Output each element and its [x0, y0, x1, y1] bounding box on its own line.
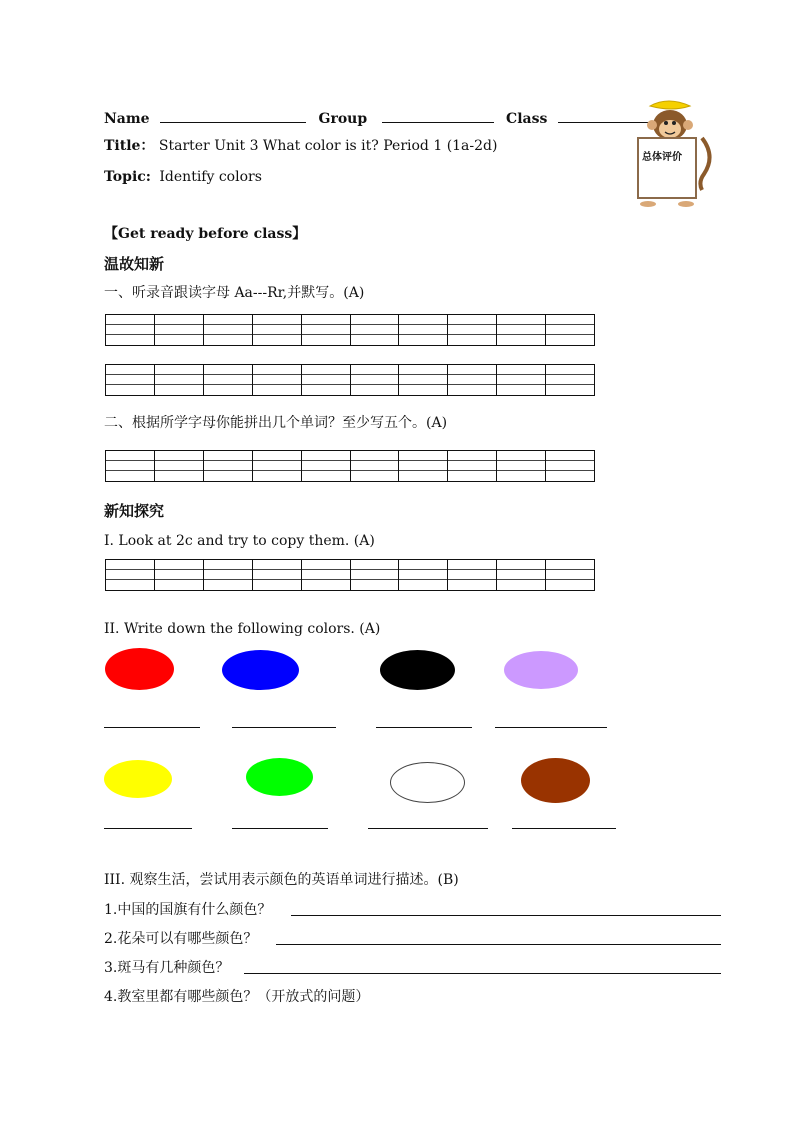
- title-row: [104, 137, 497, 155]
- answer-line[interactable]: [232, 727, 336, 728]
- question-2: 二、根据所学字母你能拼出几个单词？至少写五个。(A): [104, 415, 448, 431]
- color-oval-yellow: [104, 760, 172, 798]
- title-label: Title：: [104, 138, 155, 154]
- question-5-4: 4.教室里都有哪些颜色？（开放式的问题）: [104, 989, 370, 1005]
- prep-heading: 【Get ready before class】: [104, 226, 307, 242]
- topic-row: [104, 168, 262, 186]
- color-oval-purple: [504, 651, 578, 689]
- writing-grid[interactable]: [105, 450, 595, 482]
- color-oval-green: [246, 758, 313, 796]
- question-5: III. 观察生活，尝试用表示颜色的英语单词进行描述。(B): [104, 872, 459, 888]
- question-3: I. Look at 2c and try to copy them. (A): [104, 533, 375, 549]
- name-row: [104, 108, 654, 128]
- review-heading: 温故知新: [104, 255, 165, 273]
- evaluation-badge: [632, 98, 714, 210]
- explore-heading: 新知探究: [104, 502, 165, 520]
- question-1: 一、听录音跟读字母 Aa---Rr,并默写。(A): [104, 285, 365, 301]
- color-oval-brown: [521, 758, 590, 803]
- answer-line[interactable]: [368, 828, 488, 829]
- name-field[interactable]: [160, 108, 306, 123]
- group-field[interactable]: [382, 108, 494, 123]
- answer-line[interactable]: [232, 828, 328, 829]
- writing-grid[interactable]: [105, 559, 595, 591]
- question-5-3: 3.斑马有几种颜色？: [104, 960, 230, 976]
- writing-grid[interactable]: [105, 314, 595, 346]
- answer-line[interactable]: [104, 727, 200, 728]
- name-label: Name: [104, 111, 150, 127]
- answer-line[interactable]: [291, 915, 721, 916]
- answer-line[interactable]: [512, 828, 616, 829]
- title-value: Starter Unit 3 What color is it? Period 1 (1a-2d): [158, 138, 498, 154]
- topic-label: Topic:: [104, 169, 151, 185]
- question-4: II. Write down the following colors. (A): [104, 621, 381, 637]
- answer-line[interactable]: [244, 973, 721, 974]
- answer-line[interactable]: [276, 944, 721, 945]
- answer-line[interactable]: [376, 727, 472, 728]
- color-oval-black: [380, 650, 455, 690]
- answer-line[interactable]: [104, 828, 192, 829]
- badge-text: 总体评价: [642, 152, 682, 163]
- writing-grid[interactable]: [105, 364, 595, 396]
- group-label: Group: [318, 111, 368, 127]
- answer-line[interactable]: [495, 727, 607, 728]
- color-oval-red: [105, 648, 174, 690]
- banana-icon: [650, 101, 690, 109]
- class-label: Class: [506, 111, 548, 127]
- color-oval-white: [390, 762, 465, 803]
- question-5-1: 1.中国的国旗有什么颜色？: [104, 902, 272, 918]
- topic-value: Identify colors: [159, 169, 262, 185]
- question-5-2: 2.花朵可以有哪些颜色？: [104, 931, 258, 947]
- color-oval-blue: [222, 650, 299, 690]
